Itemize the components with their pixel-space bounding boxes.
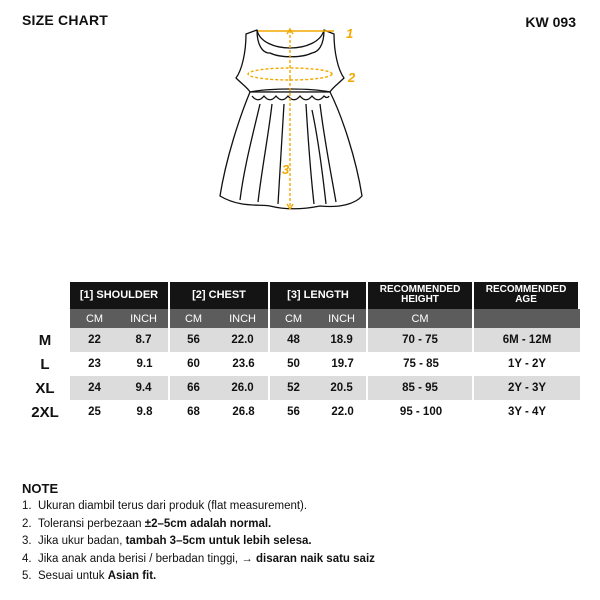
unit-inch: INCH — [217, 309, 270, 328]
unit-inch: INCH — [119, 309, 170, 328]
header-shoulder: [1] SHOULDER — [70, 281, 170, 309]
list-item: 1. Ukuran diambil terus dari produk (flat measurement). — [22, 500, 308, 512]
unit-inch: INCH — [317, 309, 368, 328]
size-label: XL — [35, 379, 55, 397]
page-title: SIZE CHART — [22, 12, 108, 28]
dress-diagram — [210, 18, 370, 218]
list-item: 4. Jika anak anda berisi / berbadan tinggi, → disaran naik satu saiz — [22, 552, 375, 565]
header-chest: [2] CHEST — [170, 281, 270, 309]
table-row: 2XL 25 9.8 68 26.8 56 22.0 95 - 100 3Y - 4Y — [20, 400, 580, 424]
header-recommended-height: RECOMMENDED HEIGHT — [368, 281, 474, 309]
table-row: XL 24 9.4 66 26.0 52 20.5 85 - 95 2Y - 3Y — [20, 376, 580, 400]
size-label: 2XL — [31, 403, 59, 421]
notes-title: NOTE — [22, 481, 59, 496]
list-item: 3. Jika ukur badan, tambah 3–5cm untuk lebih selesa. — [22, 535, 312, 547]
size-label: L — [40, 355, 50, 373]
header-length: [3] LENGTH — [270, 281, 368, 309]
marker-1: 1 — [346, 26, 354, 41]
unit-cm: CM — [270, 309, 317, 328]
notes-section — [22, 481, 375, 586]
unit-cm: CM — [368, 309, 474, 328]
unit-cm: CM — [70, 309, 119, 328]
header-recommended-age: RECOMMENDED AGE — [474, 281, 580, 309]
unit-cm: CM — [170, 309, 217, 328]
notes-list — [22, 498, 375, 586]
product-code: KW 093 — [525, 14, 576, 30]
marker-2: 2 — [348, 70, 356, 85]
size-label: M — [38, 331, 52, 349]
list-item: 2. Toleransi perbezaan ±2–5cm adalah normal. — [22, 517, 272, 530]
size-chart-table — [20, 281, 580, 424]
table-row: L 23 9.1 60 23.6 50 19.7 75 - 85 1Y - 2Y — [20, 352, 580, 376]
marker-3: 3 — [282, 162, 290, 177]
list-item: 5. Sesuai untuk Asian fit. — [22, 570, 157, 582]
table-row: M 22 8.7 56 22.0 48 18.9 70 - 75 6M - 12M — [20, 328, 580, 352]
